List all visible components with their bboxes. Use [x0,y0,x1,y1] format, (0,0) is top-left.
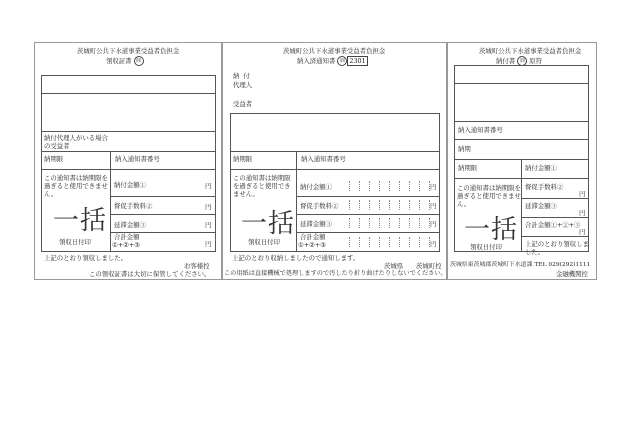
notice-fee-cells [340,200,430,210]
rule [41,131,216,132]
rule [454,83,589,84]
rule [454,139,589,140]
receipt-amount-yen: 円 [205,182,212,190]
rule [521,236,589,237]
payslip-received: 上記のとおり領収しました。 [525,240,589,256]
receipt-subtitle-mark: ㉂ [134,56,144,66]
notice-footer: この用紙は直接機械で処理しますので汚したり折り曲げたりしないでください。 [224,270,447,277]
receipt-keep: お客様控 [184,262,210,270]
notice-total-formula: ①+②+③ [298,241,326,249]
notice-agent-label: 代理人 [233,81,253,89]
notice-total-cells [340,237,430,247]
notice-total-yen: 円 [430,240,437,248]
rule [41,151,216,152]
rule [296,214,440,215]
receipt-stamp: 一括 [53,206,108,236]
notice-code: 2301 [349,57,366,65]
payslip-period-label: 納期 [458,145,471,153]
rule [230,169,440,170]
notice-subtitle [297,56,368,66]
notice-subtitle-text: 納入済通知書 [297,57,336,65]
rule [110,151,111,252]
receipt-note: この通知書は納期限を過ぎると使用できません。 [44,174,108,198]
receipt-title: 茨城町公共下水道事業受益者負担金 [77,47,180,55]
notice-notice-no-label: 納入通知書番号 [301,155,346,163]
receipt-total-formula: ①+②+③ [112,241,140,249]
rule [110,214,216,215]
notice-total-label: 合計金額 [300,233,326,241]
payslip-subtitle-suffix: 原符 [529,57,543,65]
payslip-amount-label: 納付金額① [525,164,557,172]
notice-late-yen: 円 [430,220,437,228]
payslip-fee-label: 督促手数料② [525,183,564,191]
notice-title: 茨城町公共下水道事業受益者負担金 [283,47,386,55]
payslip-keep: 金融機関控 [556,270,588,278]
notice-stamp: 一括 [241,209,296,239]
receipt-late-label: 延滞金額③ [114,221,146,229]
receipt-received: 上記のとおり領収しました。 [44,254,128,262]
receipt-amount-label: 納付金額① [114,181,146,189]
rule [41,169,216,170]
notice-note: この通知書は納期限を過ぎると使用できません。 [233,174,291,198]
rule [110,196,216,197]
notice-amount-label: 納付金額① [300,183,332,191]
receipt-subtitle-text: 領収証書 [106,57,132,65]
receipt-proxy-label: 納付代理人がいる場合の受益者 [44,134,108,150]
rule [521,198,589,199]
receipt-stamp-caption: 領収日付印 [59,238,91,246]
rule [454,121,589,122]
payslip-period-label2: 納期限 [458,164,478,172]
payslip-address: 茨城県東茨城郡茨城町下水道課 TEL 029(292)1111 [450,262,591,268]
receipt-notice-no-label: 納入通知書番号 [115,155,160,163]
notice-subtitle-mark: ㉂ [337,56,347,66]
rule [230,151,440,152]
notice-late-label: 延滞金額③ [300,220,332,228]
payslip-stamp: 一括 [464,215,519,245]
payslip-total-label: 合計金額①+②+③ [525,221,581,229]
receipt-period-label: 納期限 [44,155,64,163]
notice-fee-yen: 円 [430,202,437,210]
rule [521,159,522,252]
rule [296,196,440,197]
payslip-subtitle-text: 納付書 [496,57,516,65]
receipt-late-yen: 円 [205,221,212,229]
payslip-stamp-caption: 領収日付印 [470,243,502,251]
payslip-note: この通知書は納期限を過ぎると使用できません。 [457,184,521,208]
payslip-total-yen: 円 [579,228,586,236]
receipt-fee-yen: 円 [205,203,212,211]
payslip-notice-no-label: 納入通知書番号 [458,126,503,134]
notice-received: 上記のとおり収納しましたので通知します。 [232,254,360,262]
notice-keep: 茨城県 茨城町控 [384,262,442,270]
notice-payer-label: 納付 [233,72,254,80]
rule [521,217,589,218]
receipt-total-label: 合計金額 [114,233,140,241]
receipt-subtitle [106,56,144,66]
payslip-late-label: 延滞金額③ [525,202,557,210]
receipt-footer: この領収証書は大切に保管してください。 [89,270,211,278]
notice-fee-label: 督促手数料② [300,202,339,210]
payslip-fee-yen: 円 [579,190,586,198]
notice-amount-yen: 円 [430,183,437,191]
rule [41,93,216,94]
notice-beneficiary-label: 受益者 [233,100,253,108]
payslip-subtitle-mark: ㉂ [517,56,527,66]
notice-late-cells [340,218,430,228]
notice-period-label: 納期限 [233,155,253,163]
rule [296,151,297,252]
receipt-fee-label: 督促手数料② [114,202,153,210]
notice-stamp-caption: 領収日付印 [248,238,280,246]
payslip-late-yen: 円 [579,209,586,217]
payslip-title: 茨城町公共下水道事業受益者負担金 [479,47,582,55]
receipt-total-yen: 円 [205,240,212,248]
notice-amount-cells [340,181,430,191]
